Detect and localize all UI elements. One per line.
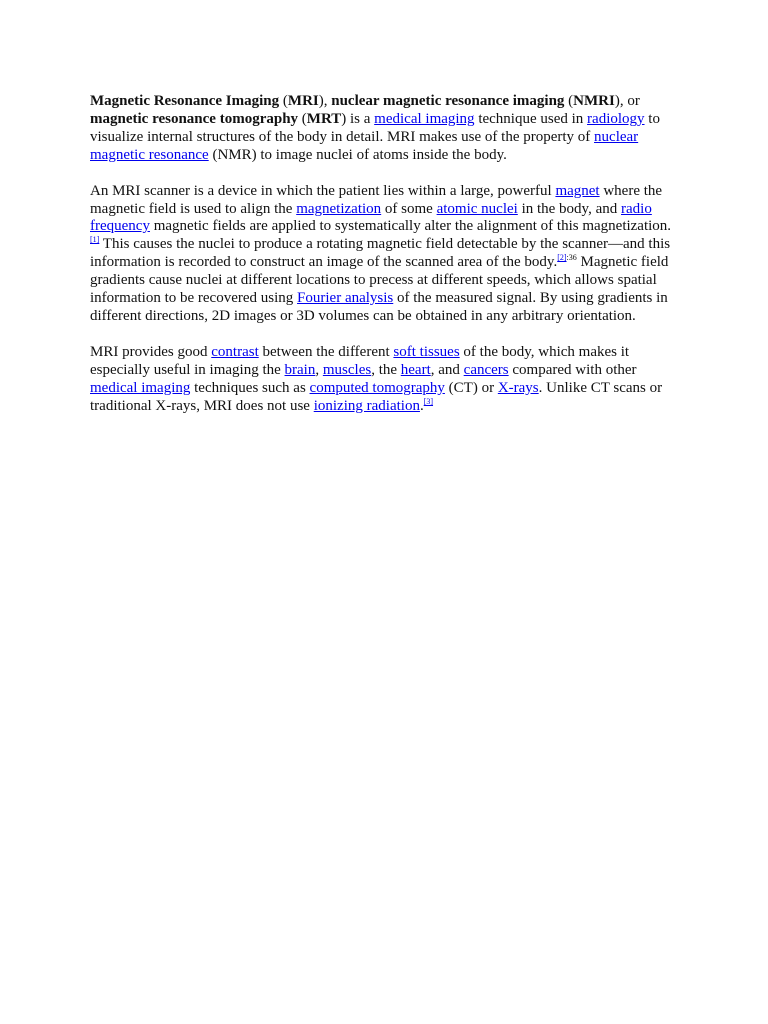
text-run: . (419, 397, 424, 414)
text-run: , the (371, 361, 401, 378)
citation-superscript (424, 397, 433, 406)
text-run: This causes the nuclei to produce a rotating magnetic field detectable by the scanner—and this information is recorded to construct an image of the scanned area of the body. (90, 236, 671, 271)
text-run: , and (430, 361, 464, 378)
bold-abbr-mri: MRI (287, 93, 319, 109)
citation-superscript (557, 253, 577, 262)
bold-term-mri: Magnetic Resonance Imaging (90, 93, 280, 109)
citation-link-3[interactable]: [3] (423, 396, 434, 406)
document-page (90, 93, 678, 434)
text-run: . Unlike CT scans or traditional X-rays, MRI does not use (90, 379, 663, 414)
text-run: MRI provides good (90, 343, 212, 360)
link-magnet[interactable]: magnet (555, 182, 600, 199)
text-run: (CT) or (444, 379, 498, 396)
link-ionizing-radiation[interactable]: ionizing radiation (313, 397, 420, 414)
link-nuclear-magnetic-resonance[interactable]: nuclear magnetic resonance (90, 128, 639, 163)
text-run: ), or (614, 93, 640, 109)
text-run: of some (381, 200, 437, 217)
text-run: (NMR) to image nuclei of atoms inside the body. (208, 146, 507, 163)
link-x-rays[interactable]: X-rays (497, 379, 539, 396)
link-muscles[interactable]: muscles (322, 361, 372, 378)
text-run: ) is a (341, 110, 375, 127)
text-run: ( (298, 110, 307, 127)
link-fourier-analysis[interactable]: Fourier analysis (297, 290, 394, 307)
text-run: where the magnetic field is used to align the (90, 182, 663, 217)
text-run: An MRI scanner is a device in which the patient lies within a large, powerful (90, 182, 556, 199)
paragraph-intro (90, 93, 678, 165)
paragraph-contrast (90, 344, 678, 416)
text-run: between the different (258, 343, 394, 360)
link-computed-tomography[interactable]: computed tomography (309, 379, 445, 396)
bold-term-mrt: magnetic resonance tomography (90, 110, 299, 127)
citation-superscript (90, 235, 99, 244)
text-run: magnetic fields are applied to systematically alter the alignment of this magnetization. (149, 218, 672, 235)
bold-term-nmri: nuclear magnetic resonance imaging (331, 93, 565, 109)
text-run: , (315, 361, 323, 378)
text-run: compared with other (508, 361, 637, 378)
link-atomic-nuclei[interactable]: atomic nuclei (436, 200, 518, 217)
text-run: to visualize internal structures of the body in detail. MRI makes use of the property of (90, 110, 660, 145)
link-medical-imaging[interactable]: medical imaging (374, 110, 475, 127)
citation-page-number: :36 (566, 253, 577, 263)
text-run: ( (279, 93, 288, 109)
link-magnetization[interactable]: magnetization (296, 200, 382, 217)
citation-link-1[interactable]: [1] (90, 235, 100, 245)
link-brain[interactable]: brain (284, 361, 316, 378)
link-radiology[interactable]: radiology (587, 110, 645, 127)
link-contrast[interactable]: contrast (211, 343, 259, 360)
text-run: technique used in (474, 110, 588, 127)
link-heart[interactable]: heart (400, 361, 431, 378)
text-run: of the measured signal. By using gradients in different directions, 2D images or 3D volumes can be obtained in any arbitrary orientation. (90, 290, 668, 324)
text-run: techniques such as (190, 379, 310, 396)
text-run: ( (564, 93, 574, 109)
bold-abbr-nmri: NMRI (573, 93, 615, 109)
link-radio-frequency[interactable]: radio frequency (90, 200, 652, 235)
text-run: in the body, and (517, 200, 621, 217)
citation-link-2[interactable]: [2] (557, 253, 567, 263)
text-run: of the body, which makes it especially useful in imaging the (90, 343, 630, 378)
link-medical-imaging-2[interactable]: medical imaging (90, 379, 191, 396)
bold-abbr-mrt: MRT (306, 110, 342, 127)
text-run: ), (318, 93, 332, 109)
link-cancers[interactable]: cancers (463, 361, 509, 378)
text-run: Magnetic field gradients cause nuclei at different locations to precess at different speeds, which allows spatial information to be recovered using (90, 254, 669, 307)
link-soft-tissues[interactable]: soft tissues (393, 343, 460, 360)
paragraph-scanner (90, 183, 678, 326)
